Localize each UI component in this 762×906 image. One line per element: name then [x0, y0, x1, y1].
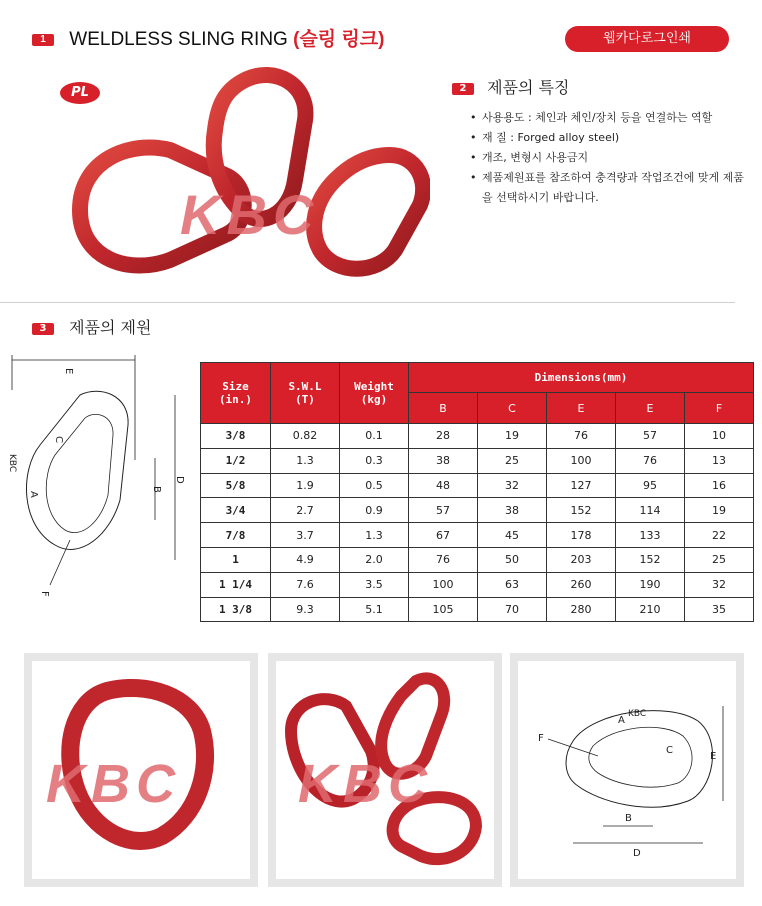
- table-cell: 19: [685, 498, 754, 523]
- table-cell: 127: [547, 473, 616, 498]
- table-cell: 260: [547, 572, 616, 597]
- diagram-box: [510, 653, 744, 887]
- table-cell: 32: [478, 473, 547, 498]
- table-cell: 38: [478, 498, 547, 523]
- table-cell: 1.3: [340, 523, 409, 548]
- label-a: A: [28, 491, 39, 498]
- feature-item: • 사용용도 : 체인과 체인/장치 등을 연결하는 역할: [470, 108, 750, 128]
- table-cell: 2.7: [271, 498, 340, 523]
- feature-item: • 개조, 변형시 사용금지: [470, 148, 750, 168]
- section-number: 2: [452, 83, 474, 95]
- table-cell: 105: [409, 597, 478, 622]
- col-header-size: Size (in.): [201, 363, 271, 424]
- table-cell: 190: [616, 572, 685, 597]
- label-b: B: [625, 813, 632, 824]
- table-cell: 10: [685, 424, 754, 449]
- table-cell: 1 3/8: [201, 597, 271, 622]
- table-cell: 114: [616, 498, 685, 523]
- table-cell: 3/4: [201, 498, 271, 523]
- table-cell: 2.0: [340, 547, 409, 572]
- table-row: [201, 424, 754, 449]
- table-cell: 3.7: [271, 523, 340, 548]
- photo-single-ring: [24, 653, 258, 887]
- col-header-b: B: [409, 393, 478, 424]
- table-cell: 9.3: [271, 597, 340, 622]
- table-cell: 25: [478, 448, 547, 473]
- table-cell: 1.9: [271, 473, 340, 498]
- specs-title: 제품의 제원: [69, 318, 152, 337]
- divider: [0, 302, 735, 303]
- feature-item: • 재 질 : Forged alloy steel): [470, 128, 750, 148]
- table-cell: 1: [201, 547, 271, 572]
- table-cell: 133: [616, 523, 685, 548]
- table-cell: 100: [547, 448, 616, 473]
- ring-stamp: KBC: [7, 454, 17, 473]
- table-cell: 25: [685, 547, 754, 572]
- table-cell: 38: [409, 448, 478, 473]
- table-cell: 57: [409, 498, 478, 523]
- spec-table: [200, 362, 754, 622]
- ring-outline: [566, 711, 712, 808]
- label-e: E: [63, 368, 74, 375]
- table-row: [201, 523, 754, 548]
- ring-stamp: KBC: [628, 709, 647, 719]
- photo-three-rings: [268, 653, 502, 887]
- table-cell: 50: [478, 547, 547, 572]
- label-c: C: [666, 745, 673, 756]
- label-b: B: [151, 486, 162, 493]
- table-cell: 5/8: [201, 473, 271, 498]
- table-cell: 35: [685, 597, 754, 622]
- table-cell: 76: [547, 424, 616, 449]
- category-pill[interactable]: 웹카다로그인쇄: [565, 26, 729, 52]
- table-cell: 22: [685, 523, 754, 548]
- table-cell: 1 1/4: [201, 572, 271, 597]
- section-number: 1: [32, 34, 54, 46]
- col-header-dimensions: Dimensions(mm): [409, 363, 754, 393]
- col-header-e1: E: [547, 393, 616, 424]
- ring-inner-outline: [46, 414, 113, 532]
- table-row: [201, 473, 754, 498]
- table-cell: 0.82: [271, 424, 340, 449]
- ring-inner-outline: [589, 727, 692, 787]
- col-header-weight: Weight (kg): [340, 363, 409, 424]
- table-cell: 76: [616, 448, 685, 473]
- table-cell: 63: [478, 572, 547, 597]
- table-cell: 45: [478, 523, 547, 548]
- table-cell: 4.9: [271, 547, 340, 572]
- table-cell: 70: [478, 597, 547, 622]
- specs-heading: [32, 315, 151, 338]
- table-cell: 7.6: [271, 572, 340, 597]
- table-cell: 95: [616, 473, 685, 498]
- label-d: D: [174, 476, 185, 484]
- hero-rings-photo: [60, 60, 430, 290]
- table-cell: 28: [409, 424, 478, 449]
- table-cell: 1.3: [271, 448, 340, 473]
- col-header-c: C: [478, 393, 547, 424]
- section-number: 3: [32, 323, 54, 335]
- features-heading: [452, 75, 569, 98]
- table-cell: 16: [685, 473, 754, 498]
- ring-outline: [26, 391, 128, 549]
- dimension-diagram: [0, 350, 195, 610]
- feature-item: • 제품제원표를 참조하여 충격량과 작업조건에 맞게 제품을 선택하시기 바랍니다.: [470, 168, 750, 208]
- label-a: A: [618, 715, 625, 726]
- table-cell: 0.5: [340, 473, 409, 498]
- table-row: [201, 597, 754, 622]
- pl-logo: PL: [60, 82, 100, 104]
- table-cell: 57: [616, 424, 685, 449]
- table-cell: 280: [547, 597, 616, 622]
- table-cell: 76: [409, 547, 478, 572]
- dimension-diagram-2: [518, 661, 736, 879]
- table-cell: 7/8: [201, 523, 271, 548]
- label-c: C: [53, 436, 64, 443]
- title-korean: (슬링 링크): [293, 29, 385, 50]
- table-row: [201, 498, 754, 523]
- table-cell: 19: [478, 424, 547, 449]
- table-cell: 3.5: [340, 572, 409, 597]
- table-cell: 13: [685, 448, 754, 473]
- watermark: KBC: [180, 183, 320, 246]
- table-cell: 67: [409, 523, 478, 548]
- watermark: KBC: [46, 754, 181, 814]
- page-title: [32, 24, 384, 51]
- table-cell: 48: [409, 473, 478, 498]
- col-header-f: F: [685, 393, 754, 424]
- table-cell: 0.1: [340, 424, 409, 449]
- features-list: [470, 108, 750, 208]
- spec-table-body: [201, 424, 754, 622]
- watermark: KBC: [298, 754, 433, 814]
- title-english: WELDLESS SLING RING: [69, 29, 288, 50]
- table-cell: 0.9: [340, 498, 409, 523]
- table-cell: 210: [616, 597, 685, 622]
- table-cell: 152: [547, 498, 616, 523]
- label-f: F: [39, 591, 50, 597]
- table-cell: 152: [616, 547, 685, 572]
- table-row: [201, 572, 754, 597]
- table-row: [201, 448, 754, 473]
- table-row: [201, 547, 754, 572]
- table-cell: 5.1: [340, 597, 409, 622]
- col-header-e2: E: [616, 393, 685, 424]
- table-cell: 178: [547, 523, 616, 548]
- table-cell: 100: [409, 572, 478, 597]
- label-f: F: [538, 733, 544, 744]
- table-cell: 0.3: [340, 448, 409, 473]
- features-title: 제품의 특징: [487, 78, 570, 97]
- label-e: E: [710, 751, 717, 762]
- label-d: D: [633, 848, 641, 859]
- col-header-swl: S.W.L (T): [271, 363, 340, 424]
- table-cell: 203: [547, 547, 616, 572]
- ring-right: [314, 155, 423, 269]
- table-cell: 3/8: [201, 424, 271, 449]
- table-cell: 32: [685, 572, 754, 597]
- table-cell: 1/2: [201, 448, 271, 473]
